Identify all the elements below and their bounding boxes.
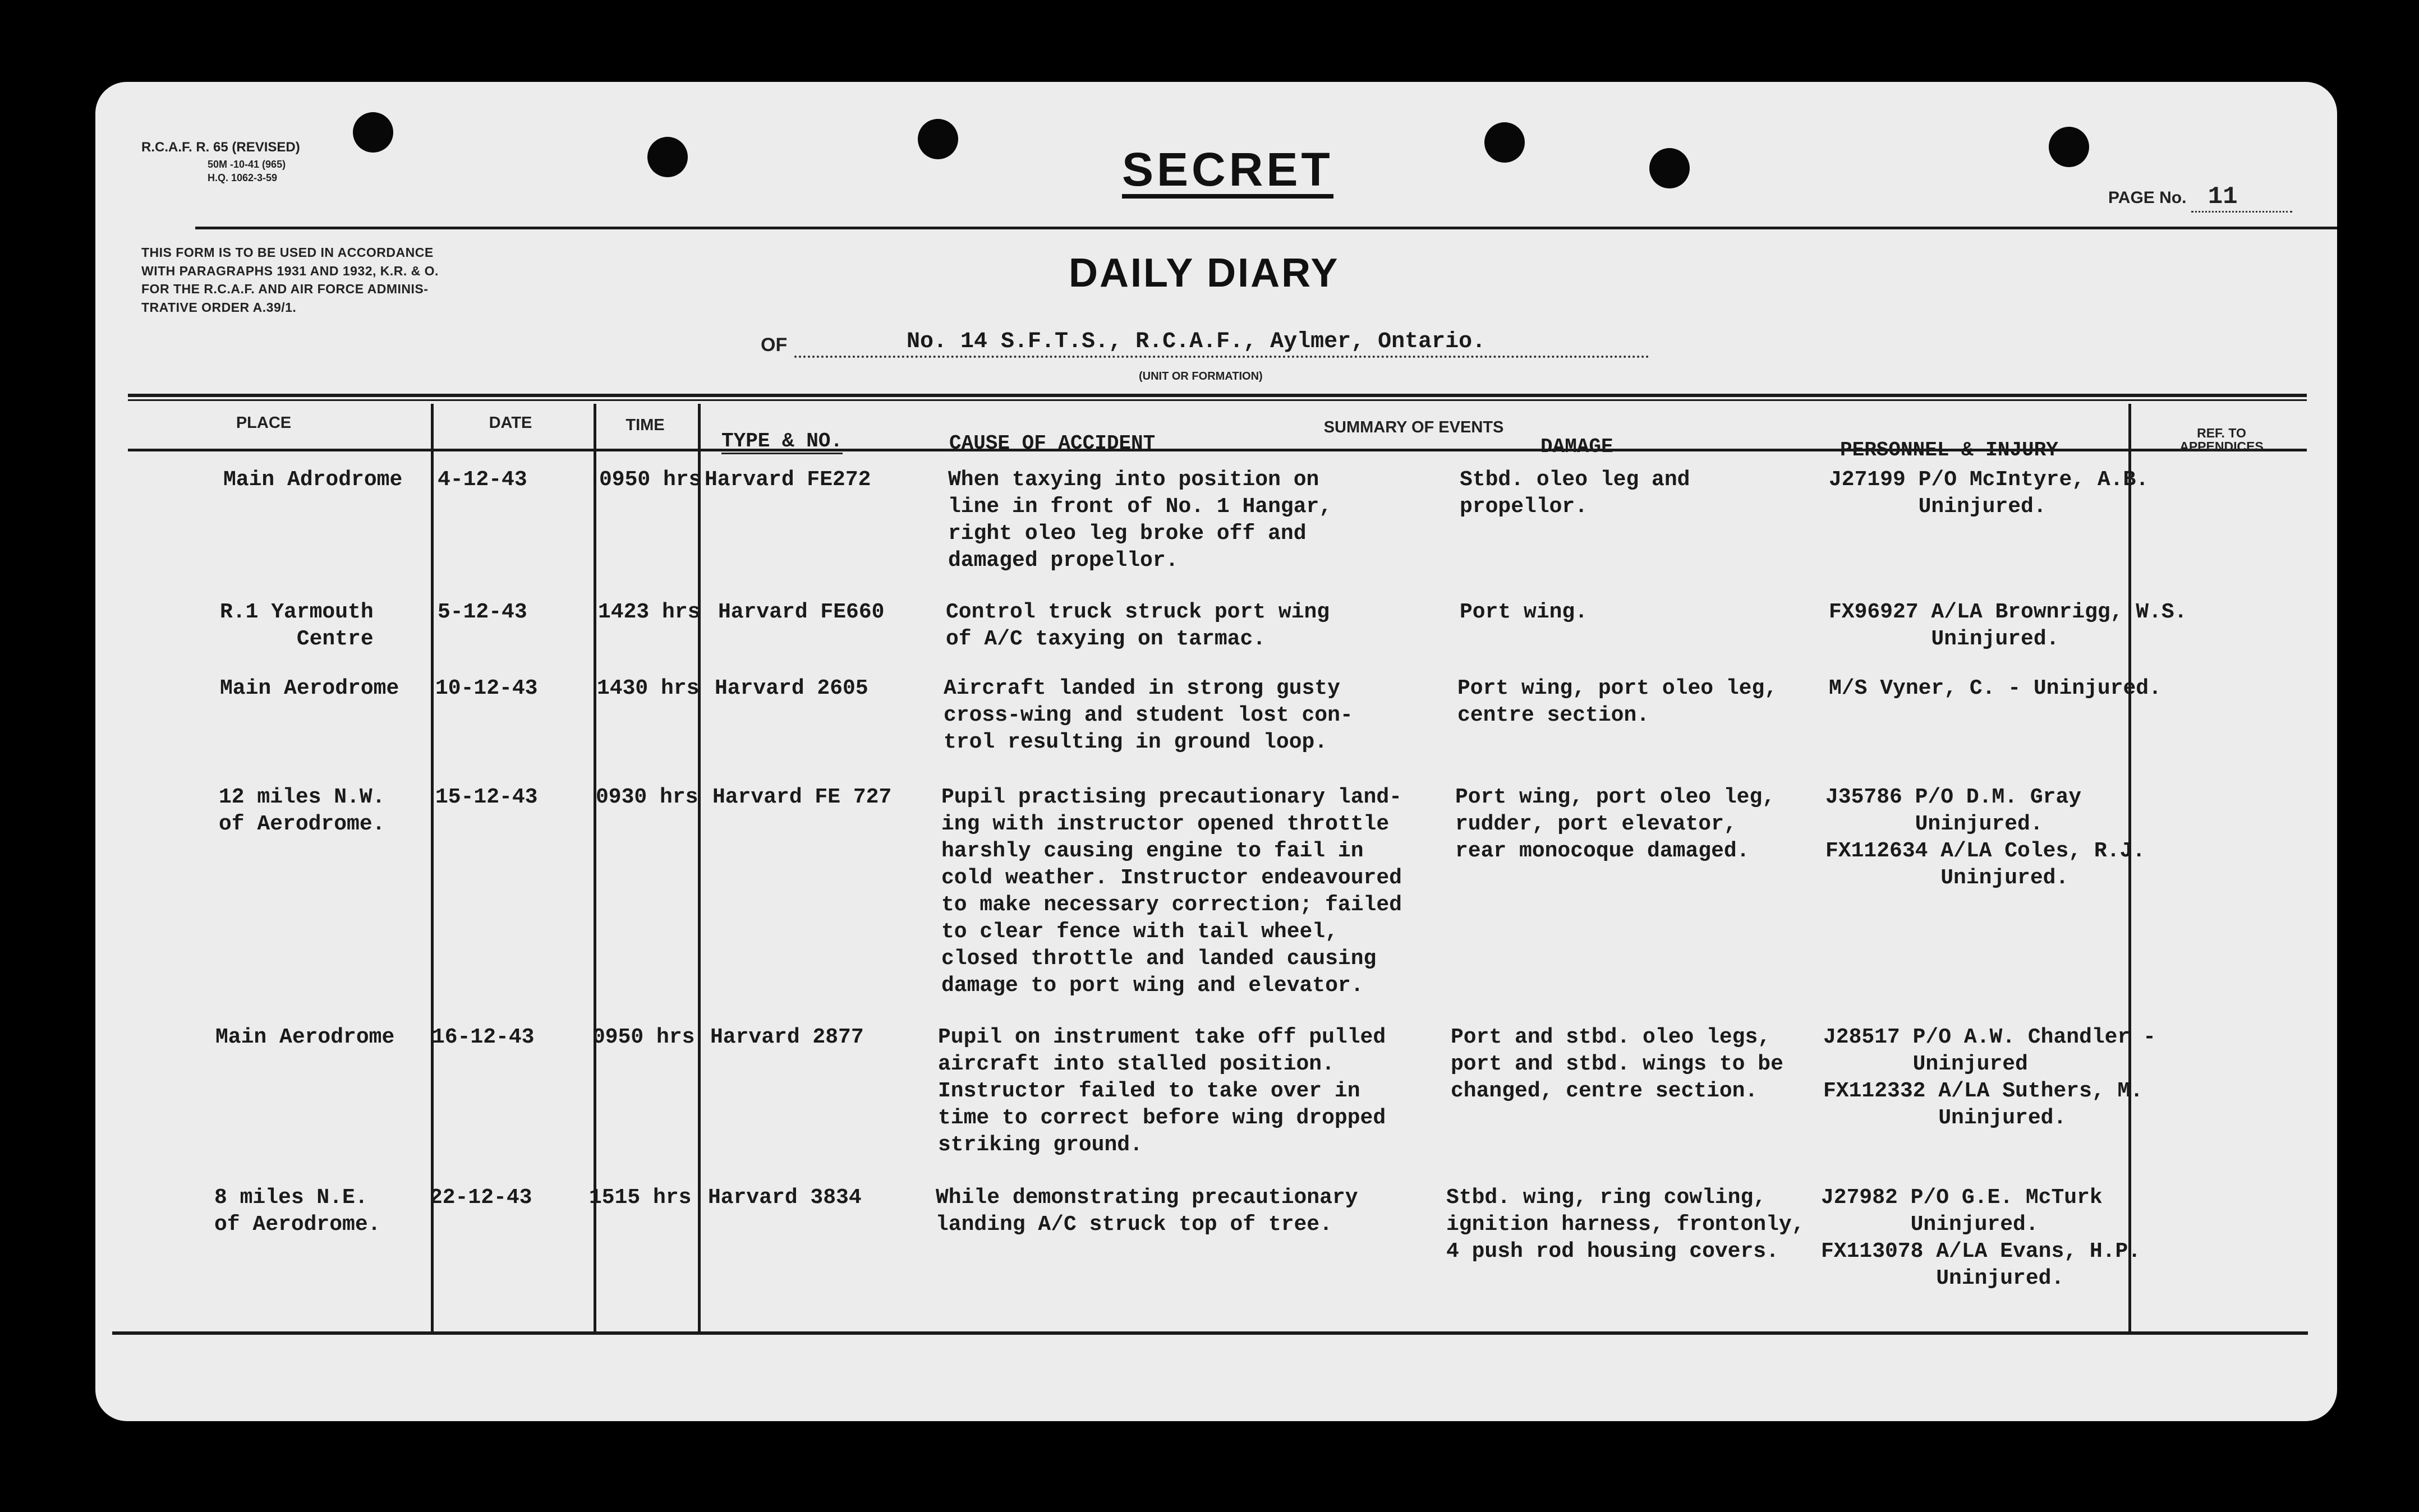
header-rule [195,227,2337,229]
row-type: Harvard 2877 [710,1025,864,1049]
notice-line: WITH PARAGRAPHS 1931 AND 1932, K.R. & O. [141,263,439,278]
column-header-date: DATE [489,414,532,432]
row-type: Harvard 2605 [715,676,868,700]
table-row [95,599,2337,651]
row-personnel: FX96927 A/LA Brownrigg, W.S. Uninjured. [1829,600,2187,651]
row-damage: Port wing. [1460,600,1588,624]
row-damage: Port wing, port oleo leg, rudder, port elevator, rear monocoque damaged. [1455,785,1776,863]
row-cause: Pupil practising precautionary land- ing with instructor opened throttle harshly causing engine to fail in cold weather. Instructor endeavoured to make necessary correction; failed to clear fence with tail wheel, closed throttle and landed causing damage to port wing and elevator. [941,785,1402,998]
column-divider [698,404,701,1333]
row-time: 0950 hrs [592,1025,695,1049]
punch-hole [918,119,958,159]
row-date: 15-12-43 [435,785,538,809]
row-personnel: M/S Vyner, C. - Uninjured. [1829,676,2162,700]
punch-hole [2049,127,2089,167]
table-top-rule [128,394,2307,397]
row-date: 16-12-43 [432,1025,535,1049]
row-date: 5-12-43 [438,600,527,624]
punch-hole [1649,148,1690,188]
row-place: Main Adrodrome [223,468,403,492]
row-damage: Stbd. wing, ring cowling, ignition harness, frontonly, 4 push rod housing covers. [1446,1186,1805,1264]
row-type: Harvard FE272 [705,468,871,492]
row-place: Main Aerodrome [215,1025,395,1049]
row-time: 1515 hrs [589,1186,692,1210]
column-header-time: TIME [626,416,665,434]
row-place: 12 miles N.W. of Aerodrome. [219,785,385,836]
row-damage: Port wing, port oleo leg, centre section. [1457,676,1778,727]
diary-sheet [95,82,2337,1421]
column-header-place: PLACE [236,414,292,432]
classification-stamp: SECRET [1122,145,1333,199]
row-time: 1430 hrs [597,676,700,700]
row-type: Harvard FE 727 [712,785,892,809]
unit-caption: (UNIT OR FORMATION) [1139,370,1263,382]
subheader-cause: CAUSE OF ACCIDENT [949,432,1156,455]
row-date: 22-12-43 [430,1186,532,1210]
row-personnel: J27982 P/O G.E. McTurk Uninjured. FX113078 A/LA Evans, H.P. Uninjured. [1821,1186,2141,1290]
row-personnel: J35786 P/O D.M. Gray Uninjured. FX112634 A/LA Coles, R.J. Uninjured. [1825,785,2146,890]
regulation-notice [141,243,439,317]
subheader-personnel: PERSONNEL & INJURY [1840,439,2058,462]
row-time: 1423 hrs [598,600,701,624]
table-bottom-rule [112,1331,2308,1335]
row-damage: Stbd. oleo leg and propellor. [1460,468,1690,519]
row-date: 10-12-43 [435,676,538,700]
notice-line: THIS FORM IS TO BE USED IN ACCORDANCE [141,245,434,260]
table-row [95,467,2337,573]
page-number-label: PAGE No. [2108,188,2187,207]
table-row [95,784,2337,998]
table-row [95,1024,2337,1157]
of-label: OF [761,334,788,356]
punch-hole [1484,122,1525,163]
notice-line: FOR THE R.C.A.F. AND AIR FORCE ADMINIS- [141,282,429,297]
page-number [2108,183,2292,213]
notice-line: TRATIVE ORDER A.39/1. [141,299,297,315]
subheader-type: TYPE & NO. [721,430,843,454]
row-type: Harvard FE660 [718,600,885,624]
table-top-rule-2 [128,399,2307,401]
row-time: 0950 hrs [599,468,702,492]
table-row [95,675,2337,754]
column-header-appendices: REF. TO APPENDICES [2179,426,2264,454]
row-damage: Port and stbd. oleo legs, port and stbd. wings to be changed, centre section. [1451,1025,1783,1103]
row-type: Harvard 3834 [708,1186,862,1210]
form-print-code: 50M -10-41 (965) [208,159,286,170]
row-personnel: J27199 P/O McIntyre, A.B. Uninjured. [1829,468,2149,519]
page-number-value: 11 [2191,183,2292,213]
row-place: 8 miles N.E. of Aerodrome. [214,1186,381,1237]
row-cause: When taxying into position on line in front of No. 1 Hangar, right oleo leg broke off and damaged propellor. [948,468,1332,573]
form-hq-ref: H.Q. 1062-3-59 [208,172,278,183]
punch-hole [353,112,393,153]
row-cause: Control truck struck port wing of A/C taxying on tarmac. [946,600,1330,651]
subheader-damage: DAMAGE [1540,435,1613,458]
row-date: 4-12-43 [438,468,527,492]
unit-name: No. 14 S.F.T.S., R.C.A.F., Aylmer, Ontario. [794,329,1649,358]
form-number: R.C.A.F. R. 65 (REVISED) [141,140,300,155]
row-cause: Pupil on instrument take off pulled aircraft into stalled position. Instructor failed to take over in time to correct before wing dropped striking ground. [938,1025,1386,1157]
row-personnel: J28517 P/O A.W. Chandler - Uninjured FX112332 A/LA Suthers, M. Uninjured. [1823,1025,2156,1130]
table-row [95,1184,2337,1290]
row-cause: Aircraft landed in strong gusty cross-wing and student lost con- trol resulting in ground loop. [944,676,1353,754]
row-place: R.1 Yarmouth Centre [220,600,374,651]
row-place: Main Aerodrome [220,676,399,700]
punch-hole [647,137,688,177]
column-header-summary: SUMMARY OF EVENTS [1323,418,1504,436]
page-title: DAILY DIARY [1069,251,1340,296]
row-cause: While demonstrating precautionary landing A/C struck top of tree. [936,1186,1358,1237]
row-time: 0930 hrs [596,785,698,809]
